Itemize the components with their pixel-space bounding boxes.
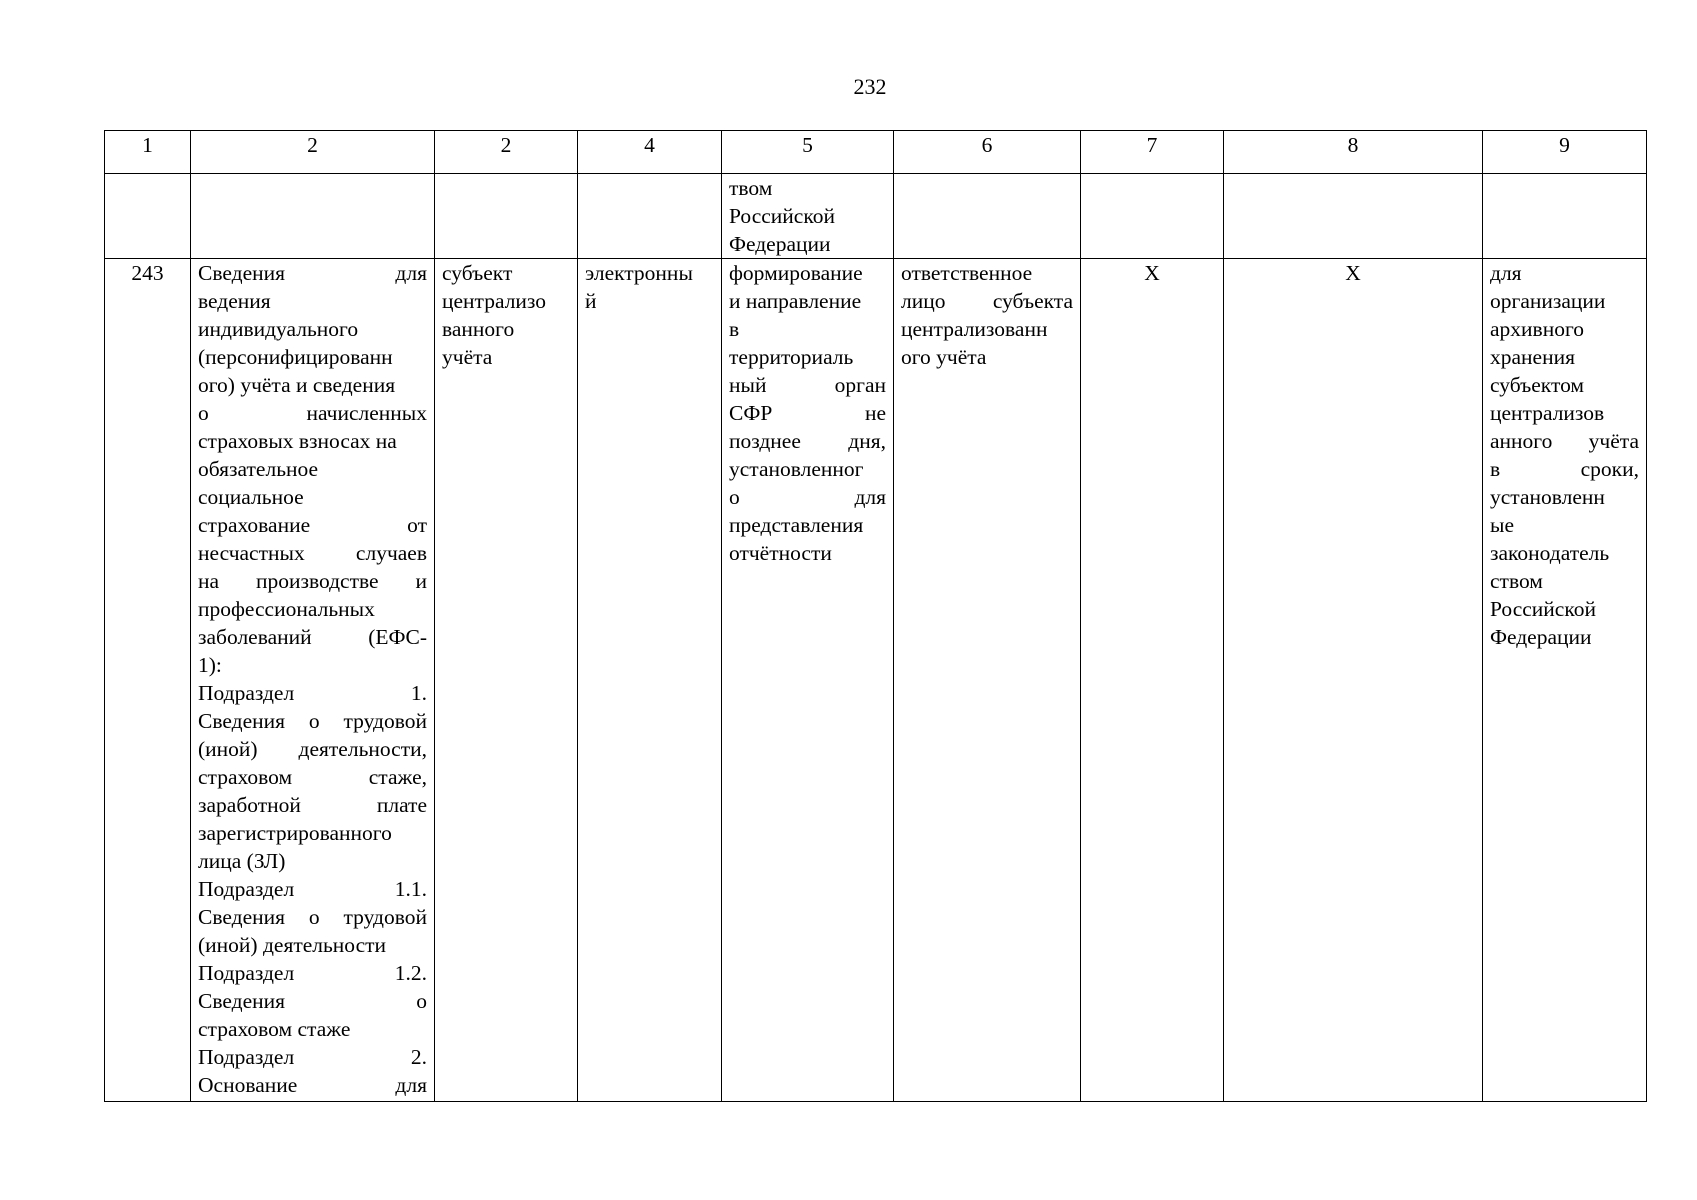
- header-cell: 9: [1483, 131, 1647, 174]
- text-line: лицо субъекта: [901, 289, 1073, 313]
- text-line: страховом стаже,: [198, 765, 427, 789]
- text-line: индивидуального: [198, 317, 359, 341]
- text-line: для: [1490, 261, 1522, 285]
- text-line: законодатель: [1490, 541, 1610, 565]
- row-number: 243: [105, 259, 191, 1102]
- header-cell: 1: [105, 131, 191, 174]
- text-line: учёта: [442, 345, 493, 369]
- text-line: позднее дня,: [729, 429, 886, 453]
- header-cell: 5: [722, 131, 894, 174]
- text-line: заработной плате: [198, 793, 427, 817]
- text-line: Российской: [729, 204, 835, 228]
- text-line: обязательное: [198, 457, 319, 481]
- text-line: страхование от: [198, 513, 427, 537]
- text-line: о начисленных: [198, 401, 427, 425]
- text-line: (персонифицированн: [198, 345, 393, 369]
- text-line: ого учёта: [901, 345, 987, 369]
- text-line: субъектом: [1490, 373, 1585, 397]
- text-line: й: [585, 289, 597, 313]
- empty-cell: [1483, 174, 1647, 259]
- text-line: Российской: [1490, 597, 1596, 621]
- text-line: (иной) деятельности,: [198, 737, 427, 761]
- text-line: в: [729, 317, 740, 341]
- text-line: ством: [1490, 569, 1543, 593]
- text-line: электронны: [585, 261, 693, 285]
- text-line: несчастных случаев: [198, 541, 427, 565]
- empty-cell: [894, 174, 1081, 259]
- text-line: 1):: [198, 653, 222, 677]
- responsible-person-cell: [894, 259, 1081, 1102]
- text-line: территориаль: [729, 345, 854, 369]
- col7-mark: Х: [1081, 259, 1224, 1102]
- text-line: ые: [1490, 513, 1514, 537]
- text-line: централизованн: [901, 317, 1048, 341]
- text-line: профессиональных: [198, 597, 375, 621]
- responsible-subject-cell: [435, 259, 578, 1102]
- text-line: архивного: [1490, 317, 1584, 341]
- text-line: лица (ЗЛ): [198, 849, 286, 873]
- text-line: субъект: [442, 261, 513, 285]
- text-line: Подраздел 2.: [198, 1045, 427, 1069]
- text-line: в сроки,: [1490, 457, 1639, 481]
- text-line: ответственное: [901, 261, 1033, 285]
- text-line: Подраздел 1.2.: [198, 961, 427, 985]
- text-line: заболеваний (ЕФС-: [198, 625, 427, 649]
- text-line: ванного: [442, 317, 515, 341]
- format-cell: [578, 259, 722, 1102]
- header-row: [105, 131, 1647, 174]
- header-cell: 7: [1081, 131, 1224, 174]
- text-line: ный орган: [729, 373, 886, 397]
- text-line: Основание для: [198, 1073, 427, 1097]
- text-line: Сведения для: [198, 261, 427, 285]
- text-line: централизо: [442, 289, 547, 313]
- procedure-cell: [722, 259, 894, 1102]
- purpose-cell: [1483, 259, 1647, 1102]
- text-line: и направление: [729, 289, 862, 313]
- text-line: Подраздел 1.: [198, 681, 427, 705]
- empty-cell: [578, 174, 722, 259]
- text-line: анного учёта: [1490, 429, 1639, 453]
- text-line: (иной) деятельности: [198, 933, 387, 957]
- text-line: Сведения о: [198, 989, 427, 1013]
- text-line: СФР не: [729, 401, 886, 425]
- text-line: ведения: [198, 289, 271, 313]
- header-cell: 2: [435, 131, 578, 174]
- text-line: Федерации: [1490, 625, 1592, 649]
- text-line: хранения: [1490, 345, 1575, 369]
- table-row: [105, 259, 1647, 1102]
- text-line: Подраздел 1.1.: [198, 877, 427, 901]
- text-line: Федерации: [729, 232, 831, 256]
- header-cell: 8: [1224, 131, 1483, 174]
- header-cell: 4: [578, 131, 722, 174]
- text-line: централизов: [1490, 401, 1605, 425]
- continuation-text-cell: [722, 174, 894, 259]
- text-line: установленног: [729, 457, 864, 481]
- empty-cell: [191, 174, 435, 259]
- header-cell: 2: [191, 131, 435, 174]
- page-number: 232: [853, 74, 887, 99]
- text-line: установленн: [1490, 485, 1605, 509]
- document-name-cell: [191, 259, 435, 1102]
- text-line: формирование: [729, 261, 863, 285]
- text-line: зарегистрированного: [198, 821, 392, 845]
- text-line: представления: [729, 513, 864, 537]
- text-line: Сведения о трудовой: [198, 709, 427, 733]
- header-cell: 6: [894, 131, 1081, 174]
- empty-cell: [1081, 174, 1224, 259]
- continuation-row: [105, 174, 1647, 259]
- text-line: о для: [729, 485, 886, 509]
- text-line: на производстве и: [198, 569, 427, 593]
- text-line: Сведения о трудовой: [198, 905, 427, 929]
- text-line: твом: [729, 176, 773, 200]
- text-line: отчётности: [729, 541, 832, 565]
- text-line: социальное: [198, 485, 304, 509]
- empty-cell: [1224, 174, 1483, 259]
- text-line: страховых взносах на: [198, 429, 397, 453]
- empty-cell: [105, 174, 191, 259]
- text-line: страховом стаже: [198, 1017, 351, 1041]
- col8-mark: Х: [1224, 259, 1483, 1102]
- text-line: ого) учёта и сведения: [198, 373, 396, 397]
- empty-cell: [435, 174, 578, 259]
- register-table: [104, 130, 1647, 1102]
- text-line: организации: [1490, 289, 1606, 313]
